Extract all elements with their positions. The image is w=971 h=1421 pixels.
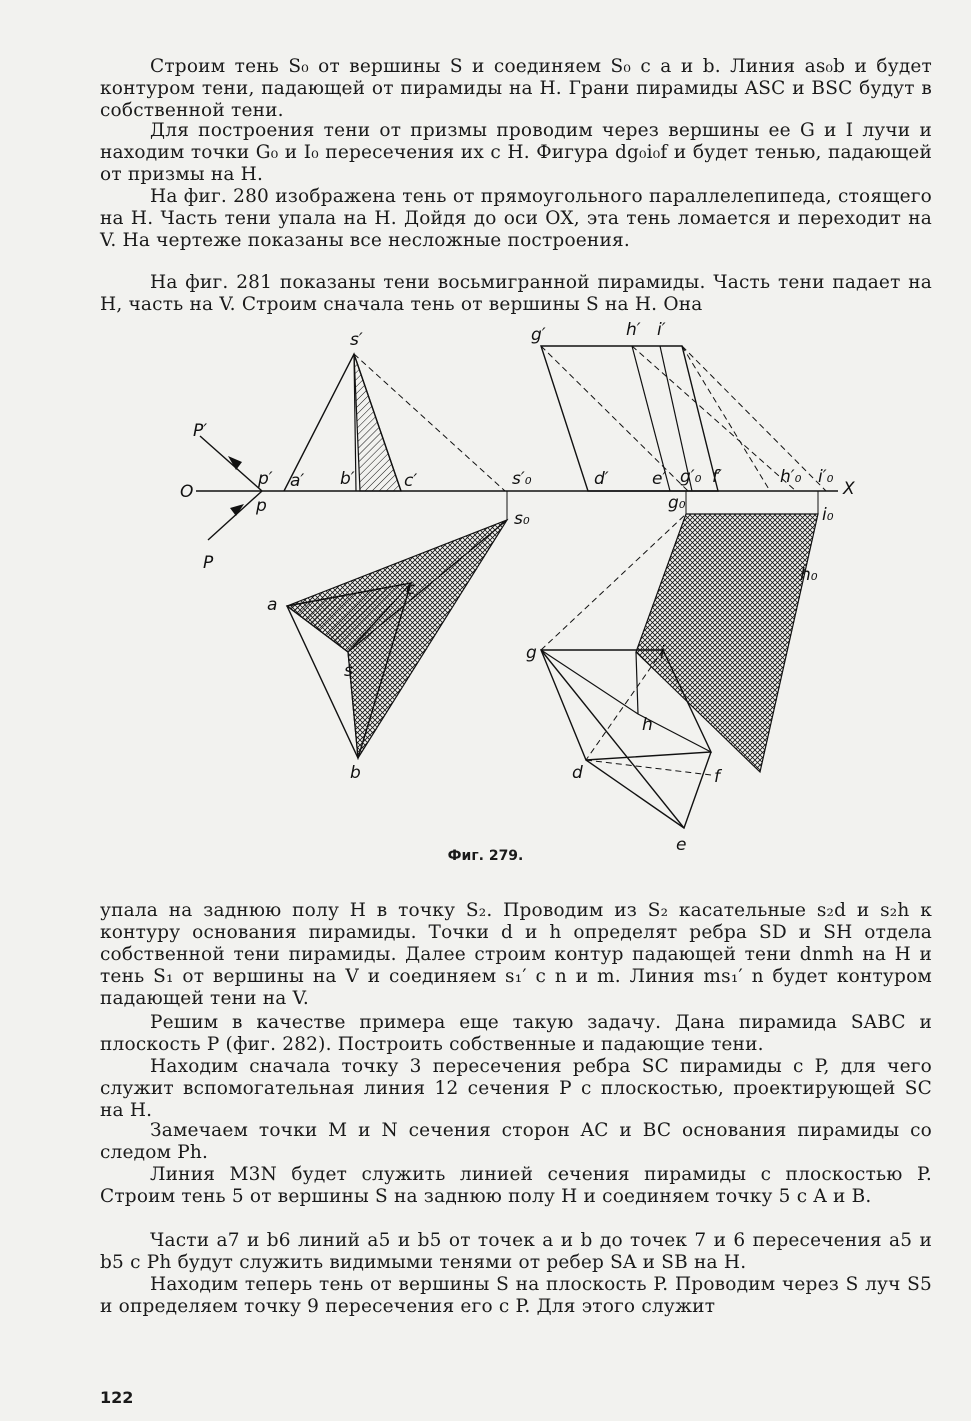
- figure-drawing: [160, 318, 880, 878]
- paragraph-5: упала на заднюю полу H в точку S₂. Проводим из S₂ касательные s₂d и s₂h к контуру основания пирамиды. Точки d и h определят ребра SD и SH отдела собственной тени пирамиды. Далее строим контур падающей тени dnmh на H и тень S₁ от вершины на V и соединяем s₁′ с n и m. Линия ms₁′ n будет контуром падающей тени на V.: [100, 900, 932, 1009]
- label-s0: s₀: [514, 509, 530, 529]
- light-ray-top: [208, 491, 262, 540]
- paragraph-10: Части a7 и b6 линий a5 и b5 от точек a и b до точек 7 и 6 пересечения a5 и b5 с Ph будут служить видимыми тенями от ребер SA и SB на H.: [100, 1230, 932, 1273]
- paragraph-4: На фиг. 281 показаны тени восьмигранной пирамиды. Часть тени падает на H, часть на V. Строим сначала тень от вершины S на H. Она: [100, 272, 932, 315]
- prism-ray-3: [682, 346, 826, 491]
- label-f: f: [714, 767, 720, 787]
- figure-caption: Фиг. 279.: [447, 848, 524, 864]
- label-b: b: [350, 763, 361, 783]
- light-ray-front: [200, 436, 262, 491]
- label-p: p: [256, 496, 267, 516]
- paragraph-3: На фиг. 280 изображена тень от прямоугольного параллелепипеда, стоящего на H. Часть тени упала на H. Дойдя до оси OX, эта тень ломается и переходит на V. На чертеже показаны все несложные построения.: [100, 186, 932, 251]
- paragraph-11: Находим теперь тень от вершины S на плоскость P. Проводим через S луч S5 и определяем точку 9 пересечения его с P. Для этого служит: [100, 1274, 932, 1317]
- pyramid-plan-shadow: [287, 520, 507, 758]
- label-a-prime: a′: [290, 471, 305, 491]
- label-P-prime: P′: [193, 421, 208, 441]
- label-f-prime: f′: [712, 467, 722, 487]
- label-a: a: [267, 595, 278, 615]
- label-d-prime: d′: [594, 469, 609, 489]
- label-s: s: [344, 661, 353, 681]
- label-X: X: [843, 479, 855, 499]
- label-h-prime: h′: [626, 320, 641, 340]
- label-e: e: [676, 835, 687, 855]
- paragraph-9: Линия M3N будет служить линией сечения пирамиды с плоскостью P. Строим тень 5 от вершины S на заднюю полу H и соединяем точку 5 с A и B.: [100, 1164, 932, 1207]
- label-g0: g₀: [668, 493, 686, 513]
- label-b-prime: b′: [340, 469, 355, 489]
- paragraph-8: Замечаем точки M и N сечения сторон AC и BC основания пирамиды со следом Ph.: [100, 1120, 932, 1163]
- label-g0-prime: g′₀: [680, 467, 702, 487]
- label-h: h: [642, 715, 653, 735]
- label-d: d: [572, 763, 583, 783]
- label-s0-prime: s′₀: [512, 469, 532, 489]
- paragraph-2: Для построения тени от призмы проводим через вершины ее G и I лучи и находим точки G₀ и I₀ пересечения их с H. Фигура dg₀i₀f и будет тенью, падающей от призмы на H.: [100, 120, 932, 185]
- label-c: c: [406, 579, 416, 599]
- paragraph-1: Строим тень S₀ от вершины S и соединяем S₀ с a и b. Линия as₀b и будет контуром тени, падающей от пирамиды на H. Грани пирамиды ASC и BSC будут в собственной тени.: [100, 56, 932, 121]
- prism-plan-bottom: [586, 752, 711, 828]
- paragraph-7: Находим сначала точку 3 пересечения ребра SC пирамиды с P, для чего служит вспомогательная линия 12 сечения P с плоскостью, проектирующей SC на H.: [100, 1056, 932, 1121]
- paragraph-6: Решим в качестве примера еще такую задачу. Дана пирамида SABC и плоскость P (фиг. 282). Построить собственные и падающие тени.: [100, 1012, 932, 1055]
- label-e-prime: e′: [652, 469, 667, 489]
- page-number: 122: [100, 1388, 134, 1407]
- label-h0: h₀: [800, 565, 818, 585]
- label-i-prime: i′: [657, 320, 666, 340]
- label-g: g: [526, 643, 537, 663]
- label-p-prime: p′: [258, 469, 273, 489]
- label-O: O: [180, 482, 194, 502]
- label-c-prime: c′: [404, 471, 418, 491]
- label-i0: i₀: [822, 505, 834, 525]
- prism-plan-hidden-1: [636, 652, 638, 714]
- label-g-prime: g′: [531, 325, 546, 345]
- figure-279: [160, 318, 880, 878]
- label-i0-prime: i′₀: [818, 467, 834, 487]
- label-s-prime: s′: [350, 330, 363, 350]
- label-h0-prime: h′₀: [780, 467, 802, 487]
- label-i: i: [660, 643, 665, 663]
- label-P: P: [203, 553, 214, 573]
